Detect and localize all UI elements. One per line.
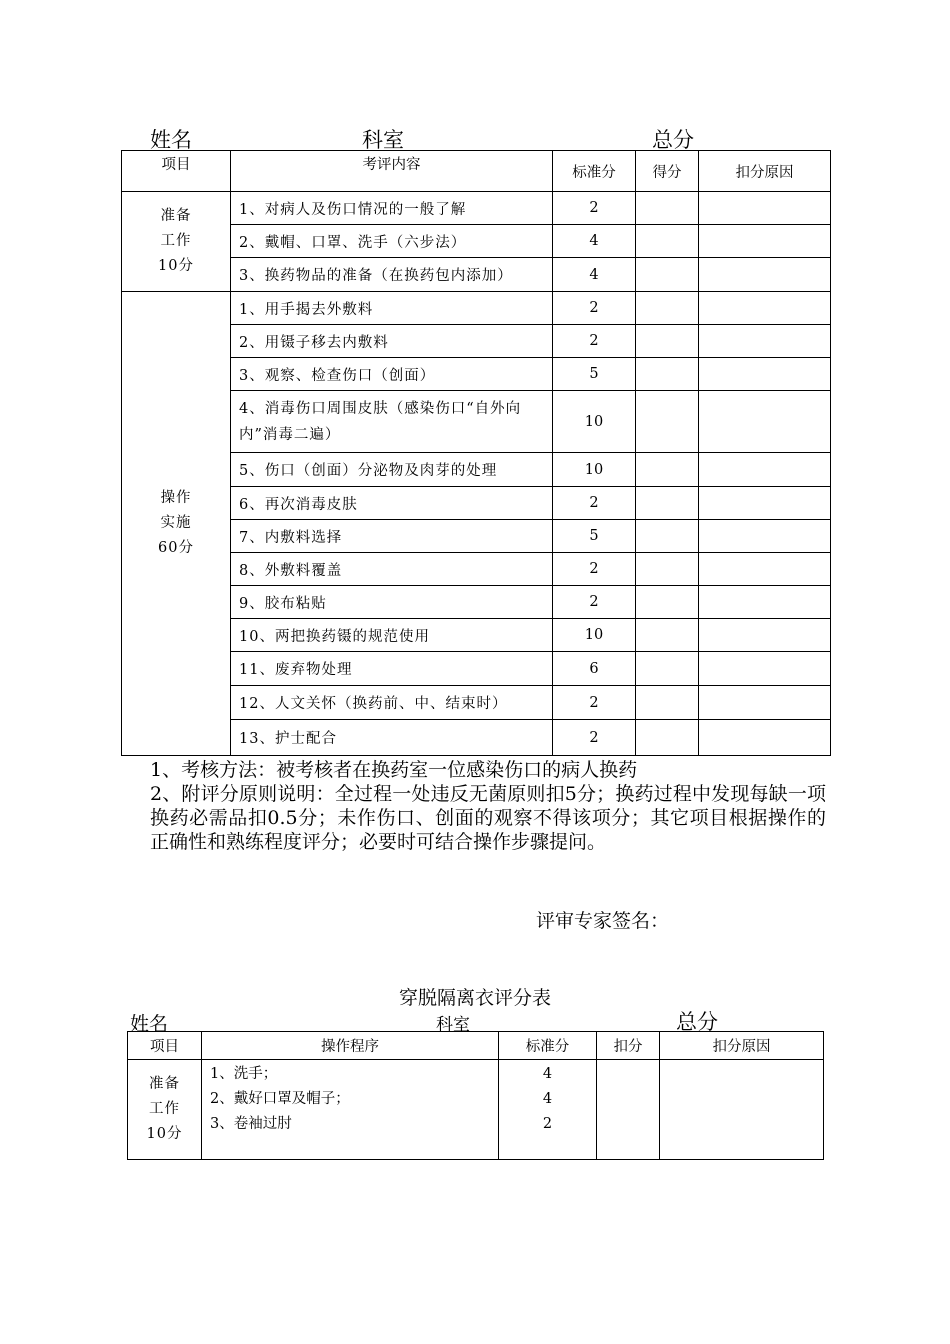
reason-cell[interactable] xyxy=(699,453,831,487)
table-header-row xyxy=(128,1032,824,1060)
standard-score-list xyxy=(499,1060,597,1160)
total-score-label: 总分 xyxy=(652,128,694,152)
item-standard-score: 10 xyxy=(553,619,636,652)
header-content: 考评内容 xyxy=(231,151,553,192)
score-cell[interactable] xyxy=(636,192,699,225)
item-text: 9、胶布粘贴 xyxy=(231,586,553,619)
item-standard-score: 2 xyxy=(553,686,636,720)
item-standard-score: 5 xyxy=(553,358,636,391)
form2-department-label: 科室 xyxy=(436,1015,470,1035)
score-cell[interactable] xyxy=(636,652,699,686)
header-standard-score: 标准分 xyxy=(499,1032,597,1060)
item-standard-score: 6 xyxy=(553,652,636,686)
header-project: 项目 xyxy=(122,151,231,192)
item-standard-score: 4 xyxy=(542,1091,553,1107)
header-deduction-reason: 扣分原因 xyxy=(660,1032,824,1060)
item-standard-score: 2 xyxy=(553,192,636,225)
item-standard-score: 10 xyxy=(553,453,636,487)
item-text: 10、两把换药镊的规范使用 xyxy=(231,619,553,652)
note-method: 1、考核方法：被考核者在换药室一位感染伤口的病人换药 xyxy=(150,759,638,781)
reason-cell[interactable] xyxy=(699,487,831,520)
list-item: 1、洗手； xyxy=(210,1066,278,1082)
reason-cell[interactable] xyxy=(699,258,831,292)
item-standard-score: 10 xyxy=(553,391,636,453)
item-standard-score: 2 xyxy=(553,586,636,619)
item-standard-score: 2 xyxy=(553,292,636,325)
reason-cell[interactable] xyxy=(699,192,831,225)
header-deduction-reason: 扣分原因 xyxy=(699,151,831,192)
score-cell[interactable] xyxy=(636,720,699,756)
header-deduction: 扣分 xyxy=(597,1032,660,1060)
reason-cell[interactable] xyxy=(699,652,831,686)
item-standard-score: 2 xyxy=(553,720,636,756)
header-standard-score: 标准分 xyxy=(553,151,636,192)
form2-total-score-label: 总分 xyxy=(676,1010,718,1034)
isolation-gown-score-table xyxy=(127,1031,824,1160)
assessment-notes xyxy=(150,758,826,854)
reason-cell[interactable] xyxy=(699,720,831,756)
item-text: 4、消毒伤口周围皮肤（感染伤口“自外向内”消毒二遍） xyxy=(231,391,553,453)
score-cell[interactable] xyxy=(636,520,699,553)
item-standard-score: 4 xyxy=(542,1066,553,1082)
item-text: 1、用手揭去外敷料 xyxy=(231,292,553,325)
table-row xyxy=(122,292,831,325)
section-label-prep: 准备 工作 10分 xyxy=(128,1060,202,1160)
item-standard-score: 4 xyxy=(553,258,636,292)
item-text: 6、再次消毒皮肤 xyxy=(231,487,553,520)
item-text: 8、外敷料覆盖 xyxy=(231,553,553,586)
form2-name-label: 姓名 xyxy=(130,1013,169,1035)
reason-cell[interactable] xyxy=(699,586,831,619)
item-text: 2、用镊子移去内敷料 xyxy=(231,325,553,358)
reason-cell[interactable] xyxy=(699,225,831,258)
item-text: 11、废弃物处理 xyxy=(231,652,553,686)
score-cell[interactable] xyxy=(636,586,699,619)
expert-signature-label: 评审专家签名： xyxy=(536,910,670,932)
table-row xyxy=(122,192,831,225)
score-cell[interactable] xyxy=(636,686,699,720)
item-standard-score: 2 xyxy=(553,487,636,520)
item-text: 12、人文关怀（换药前、中、结束时） xyxy=(231,686,553,720)
item-standard-score: 5 xyxy=(553,520,636,553)
reason-cell[interactable] xyxy=(660,1060,824,1160)
note-scoring-principles: 2、附评分原则说明：全过程一处违反无菌原则扣5分；换药过程中发现每缺一项换药必需品扣0.5分；未作伤口、创面的观察不得该项分；其它项目根据操作的正确性和熟练程度评分；必要时可结合操作步骤提问。 xyxy=(150,783,826,853)
form2-title: 穿脱隔离衣评分表 xyxy=(398,987,551,1009)
score-cell[interactable] xyxy=(636,358,699,391)
dressing-change-score-table xyxy=(121,150,831,756)
item-standard-score: 2 xyxy=(542,1116,553,1132)
procedure-list xyxy=(202,1060,499,1160)
header-procedure: 操作程序 xyxy=(202,1032,499,1060)
item-text: 3、观察、检查伤口（创面） xyxy=(231,358,553,391)
item-standard-score: 4 xyxy=(553,225,636,258)
department-label: 科室 xyxy=(362,128,404,152)
item-standard-score: 2 xyxy=(553,325,636,358)
reason-cell[interactable] xyxy=(699,391,831,453)
score-cell[interactable] xyxy=(636,453,699,487)
reason-cell[interactable] xyxy=(699,520,831,553)
header-project: 项目 xyxy=(128,1032,202,1060)
reason-cell[interactable] xyxy=(699,358,831,391)
item-text: 3、换药物品的准备（在换药包内添加） xyxy=(231,258,553,292)
score-cell[interactable] xyxy=(636,619,699,652)
reason-cell[interactable] xyxy=(699,553,831,586)
reason-cell[interactable] xyxy=(699,292,831,325)
score-cell[interactable] xyxy=(636,553,699,586)
item-text: 5、伤口（创面）分泌物及肉芽的处理 xyxy=(231,453,553,487)
score-cell[interactable] xyxy=(636,258,699,292)
table-header-row xyxy=(122,151,831,192)
reason-cell[interactable] xyxy=(699,325,831,358)
name-label: 姓名 xyxy=(150,128,192,152)
table-row xyxy=(128,1060,824,1160)
score-cell[interactable] xyxy=(636,391,699,453)
reason-cell[interactable] xyxy=(699,686,831,720)
reason-cell[interactable] xyxy=(699,619,831,652)
list-item: 2、戴好口罩及帽子； xyxy=(210,1091,350,1107)
item-text: 2、戴帽、口罩、洗手（六步法） xyxy=(231,225,553,258)
item-text: 7、内敷料选择 xyxy=(231,520,553,553)
score-cell[interactable] xyxy=(636,325,699,358)
list-item: 3、卷袖过肘 xyxy=(210,1116,292,1132)
score-cell[interactable] xyxy=(636,292,699,325)
item-standard-score: 2 xyxy=(553,553,636,586)
item-text: 1、对病人及伤口情况的一般了解 xyxy=(231,192,553,225)
deduction-cell[interactable] xyxy=(597,1060,660,1160)
score-cell[interactable] xyxy=(636,487,699,520)
score-cell[interactable] xyxy=(636,225,699,258)
header-score: 得分 xyxy=(636,151,699,192)
section-label-prep: 准备 工作 10分 xyxy=(122,192,231,292)
item-text: 13、护士配合 xyxy=(231,720,553,756)
section-label-operation: 操作 实施 60分 xyxy=(122,292,231,756)
